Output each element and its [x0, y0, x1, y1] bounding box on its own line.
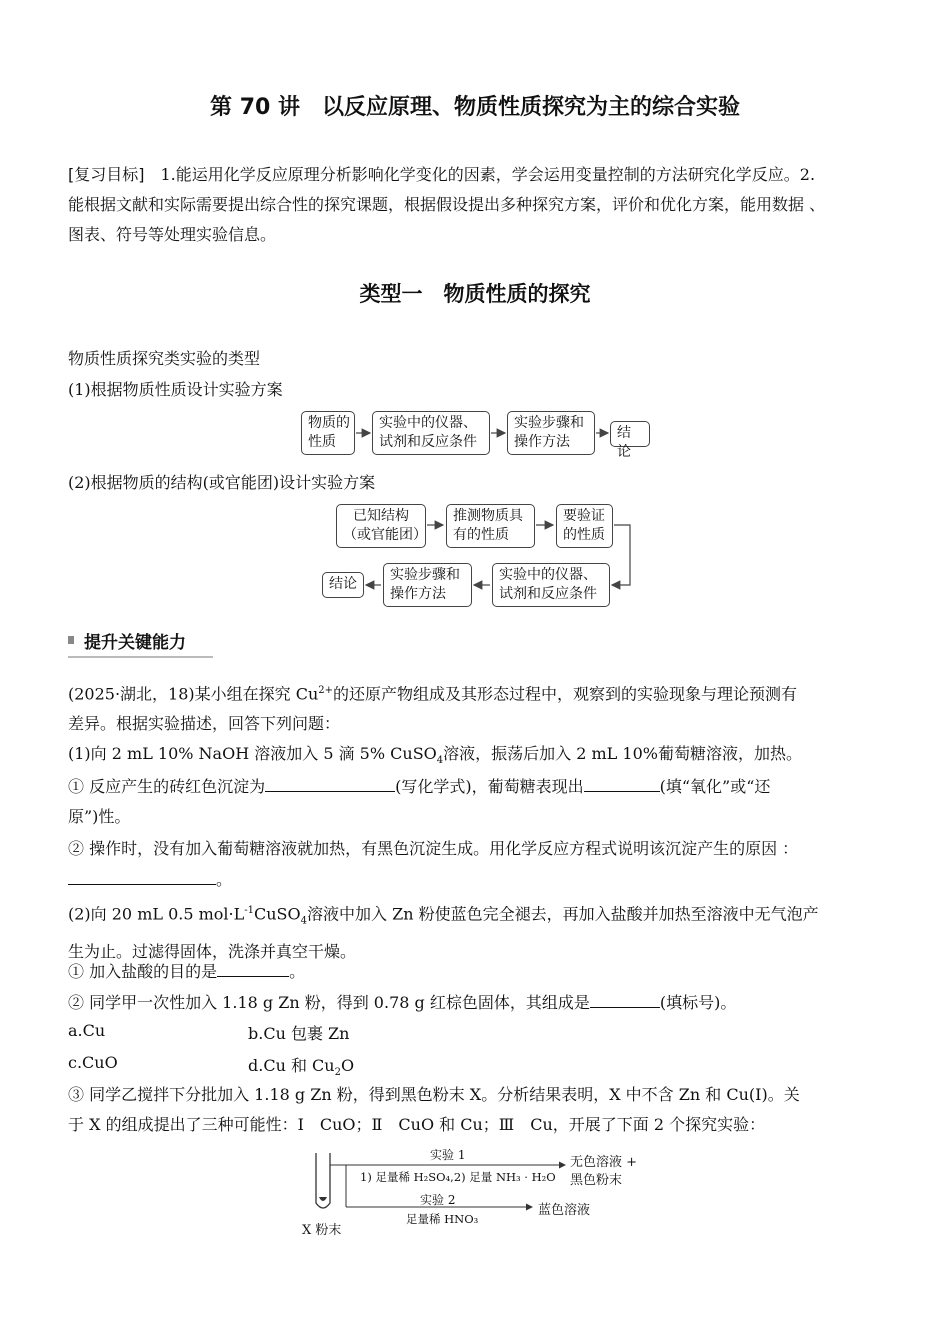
option-d-text-a: d.Cu 和 Cu — [248, 1056, 335, 1075]
page-title: 第 70 讲 以反应原理、物质性质探究为主的综合实验 — [210, 95, 740, 120]
option-a: a.Cu — [68, 1021, 106, 1040]
exp1-reagent: 1) 足量稀 H₂SO₄,2) 足量 NH₃ · H₂O — [360, 1170, 556, 1184]
scheme2-box-steps: 实验步骤和 操作方法 — [383, 563, 472, 607]
tube-label: X 粉末 — [302, 1223, 342, 1238]
scheme2-box-conclusion: 结论 — [322, 572, 364, 598]
option-b: b.Cu 包裹 Zn — [248, 1024, 350, 1043]
r3-line-a: ③ 同学乙搅拌下分批加入 1.18 g Zn 粉，得到黑色粉末 X。分析结果表明，X 中不含 Zn 和 Cu(Ⅰ)。关 — [68, 1085, 800, 1104]
section-title: 提升关键能力 — [84, 633, 186, 653]
q2-answer-line — [68, 866, 232, 890]
type-heading: 类型一 物质性质的探究 — [359, 282, 591, 306]
q1-line — [68, 773, 770, 797]
review-line-3: 图表、符号等处理实验信息。 — [68, 225, 277, 244]
r2-text-b: (填标号)。 — [659, 993, 737, 1012]
exp2-label: 实验 2 — [420, 1193, 456, 1207]
r1-line — [68, 958, 305, 982]
review-line-2: 能根据文献和实际需要提出综合性的探究课题，根据假设提出多种探究方案，评价和优化方案，能用数据 、 — [68, 195, 826, 214]
exp1-label: 实验 1 — [430, 1148, 466, 1162]
part1-stem — [68, 741, 802, 766]
part2-text-d: 生为止。过滤得固体，洗涤并真空干燥。 — [68, 941, 357, 961]
scheme1-box-instruments: 实验中的仪器、 试剂和反应条件 — [372, 411, 490, 455]
exp2-reagent: 足量稀 HNO₃ — [406, 1212, 479, 1226]
exp1-result-1: 无色溶液 + — [570, 1155, 638, 1170]
section-marker — [68, 636, 74, 644]
section-header — [68, 627, 213, 657]
part1-sub: 4 — [436, 755, 444, 767]
scheme2-box-infer: 推测物质具 有的性质 — [446, 504, 535, 548]
scheme2-box-instruments: 实验中的仪器、 试剂和反应条件 — [492, 563, 610, 607]
question-intro — [68, 676, 888, 739]
part2-text-c: 溶液中加入 Zn 粉使蓝色完全褪去，再加入盐酸并加热至溶液中无气泡产 — [307, 904, 819, 924]
scheme2-box-verify: 要验证 的性质 — [556, 504, 613, 548]
intro-text-b: 的还原产物组成及其形态过程中，观察到的实验现象与理论预测有 — [333, 684, 798, 704]
q1-cont: 原”)性。 — [68, 807, 131, 826]
option-d-text-b: O — [340, 1056, 355, 1075]
scheme1-box-conclusion: 结论 — [610, 421, 650, 447]
intro-text-a: (2025·湖北，18)某小组在探究 Cu — [68, 684, 319, 704]
scheme2-box-structure: 已知结构 （或官能团） — [336, 504, 426, 548]
option-c: c.CuO — [68, 1053, 118, 1072]
r1-text-b: 。 — [289, 962, 306, 981]
part2-stem — [68, 896, 888, 967]
r2-text-a: ② 同学甲一次性加入 1.18 g Zn 粉，得到 0.78 g 红棕色固体，其组成是 — [68, 993, 590, 1012]
r2-line — [68, 989, 736, 1013]
part2-text-b: CuSO — [254, 904, 301, 924]
answer-blank-formula[interactable] — [265, 773, 395, 792]
answer-blank-equation[interactable] — [68, 866, 216, 885]
answer-blank-hcl-purpose[interactable] — [217, 958, 289, 977]
r3-line-b: 于 X 的组成提出了三种可能性：Ⅰ CuO；Ⅱ CuO 和 Cu；Ⅲ Cu，开展了下面 2 个探究实验： — [68, 1115, 766, 1134]
scheme1-box-property: 物质的 性质 — [301, 411, 355, 455]
review-tag: [复习目标] — [68, 165, 145, 184]
q2-line: ② 操作时，没有加入葡萄糖溶液就加热，有黑色沉淀生成。用化学反应方程式说明该沉淀产生的原因 ： — [68, 839, 799, 858]
exp2-result: 蓝色溶液 — [538, 1203, 591, 1218]
r3-text — [68, 1080, 888, 1140]
r1-text-a: ① 加入盐酸的目的是 — [68, 962, 218, 981]
answer-blank-composition[interactable] — [590, 989, 660, 1008]
section-underline — [68, 656, 213, 658]
q1-text-c: (填“氧化”或“还 — [659, 777, 771, 796]
exp1-result-2: 黑色粉末 — [570, 1173, 623, 1188]
part1-text-a: (1)向 2 mL 10% NaOH 溶液加入 5 滴 5% CuSO — [68, 744, 437, 763]
part2-sub: 4 — [300, 915, 307, 927]
part1-text-b: 溶液，振荡后加入 2 mL 10%葡萄糖溶液，加热。 — [443, 744, 802, 763]
intro-text: 物质性质探究类实验的类型 — [68, 349, 261, 368]
q1-text-a: ① 反应产生的砖红色沉淀为 — [68, 777, 266, 796]
scheme2-label: (2)根据物质的结构(或官能团)设计实验方案 — [68, 473, 376, 492]
part2-text-a: (2)向 20 mL 0.5 mol·L — [68, 904, 245, 924]
option-d — [248, 1053, 354, 1078]
review-line-1: 1.能运用化学反应原理分析影响化学变化的因素，学会运用变量控制的方法研究化学反应。2. — [144, 165, 816, 184]
option-d-sub: 2 — [334, 1067, 341, 1079]
cu-charge: 2+ — [318, 685, 334, 696]
q1-text-b: (写化学式)，葡萄糖表现出 — [395, 777, 584, 796]
experiment-diagram — [300, 1145, 638, 1245]
scheme1-box-steps: 实验步骤和 操作方法 — [507, 411, 595, 455]
q2-end: 。 — [216, 870, 233, 889]
scheme1-label: (1)根据物质性质设计实验方案 — [68, 380, 283, 399]
answer-blank-property[interactable] — [584, 773, 660, 792]
part2-sup: -1 — [244, 905, 254, 916]
intro-text-c: 差异。根据实验描述，回答下列问题： — [68, 714, 341, 734]
